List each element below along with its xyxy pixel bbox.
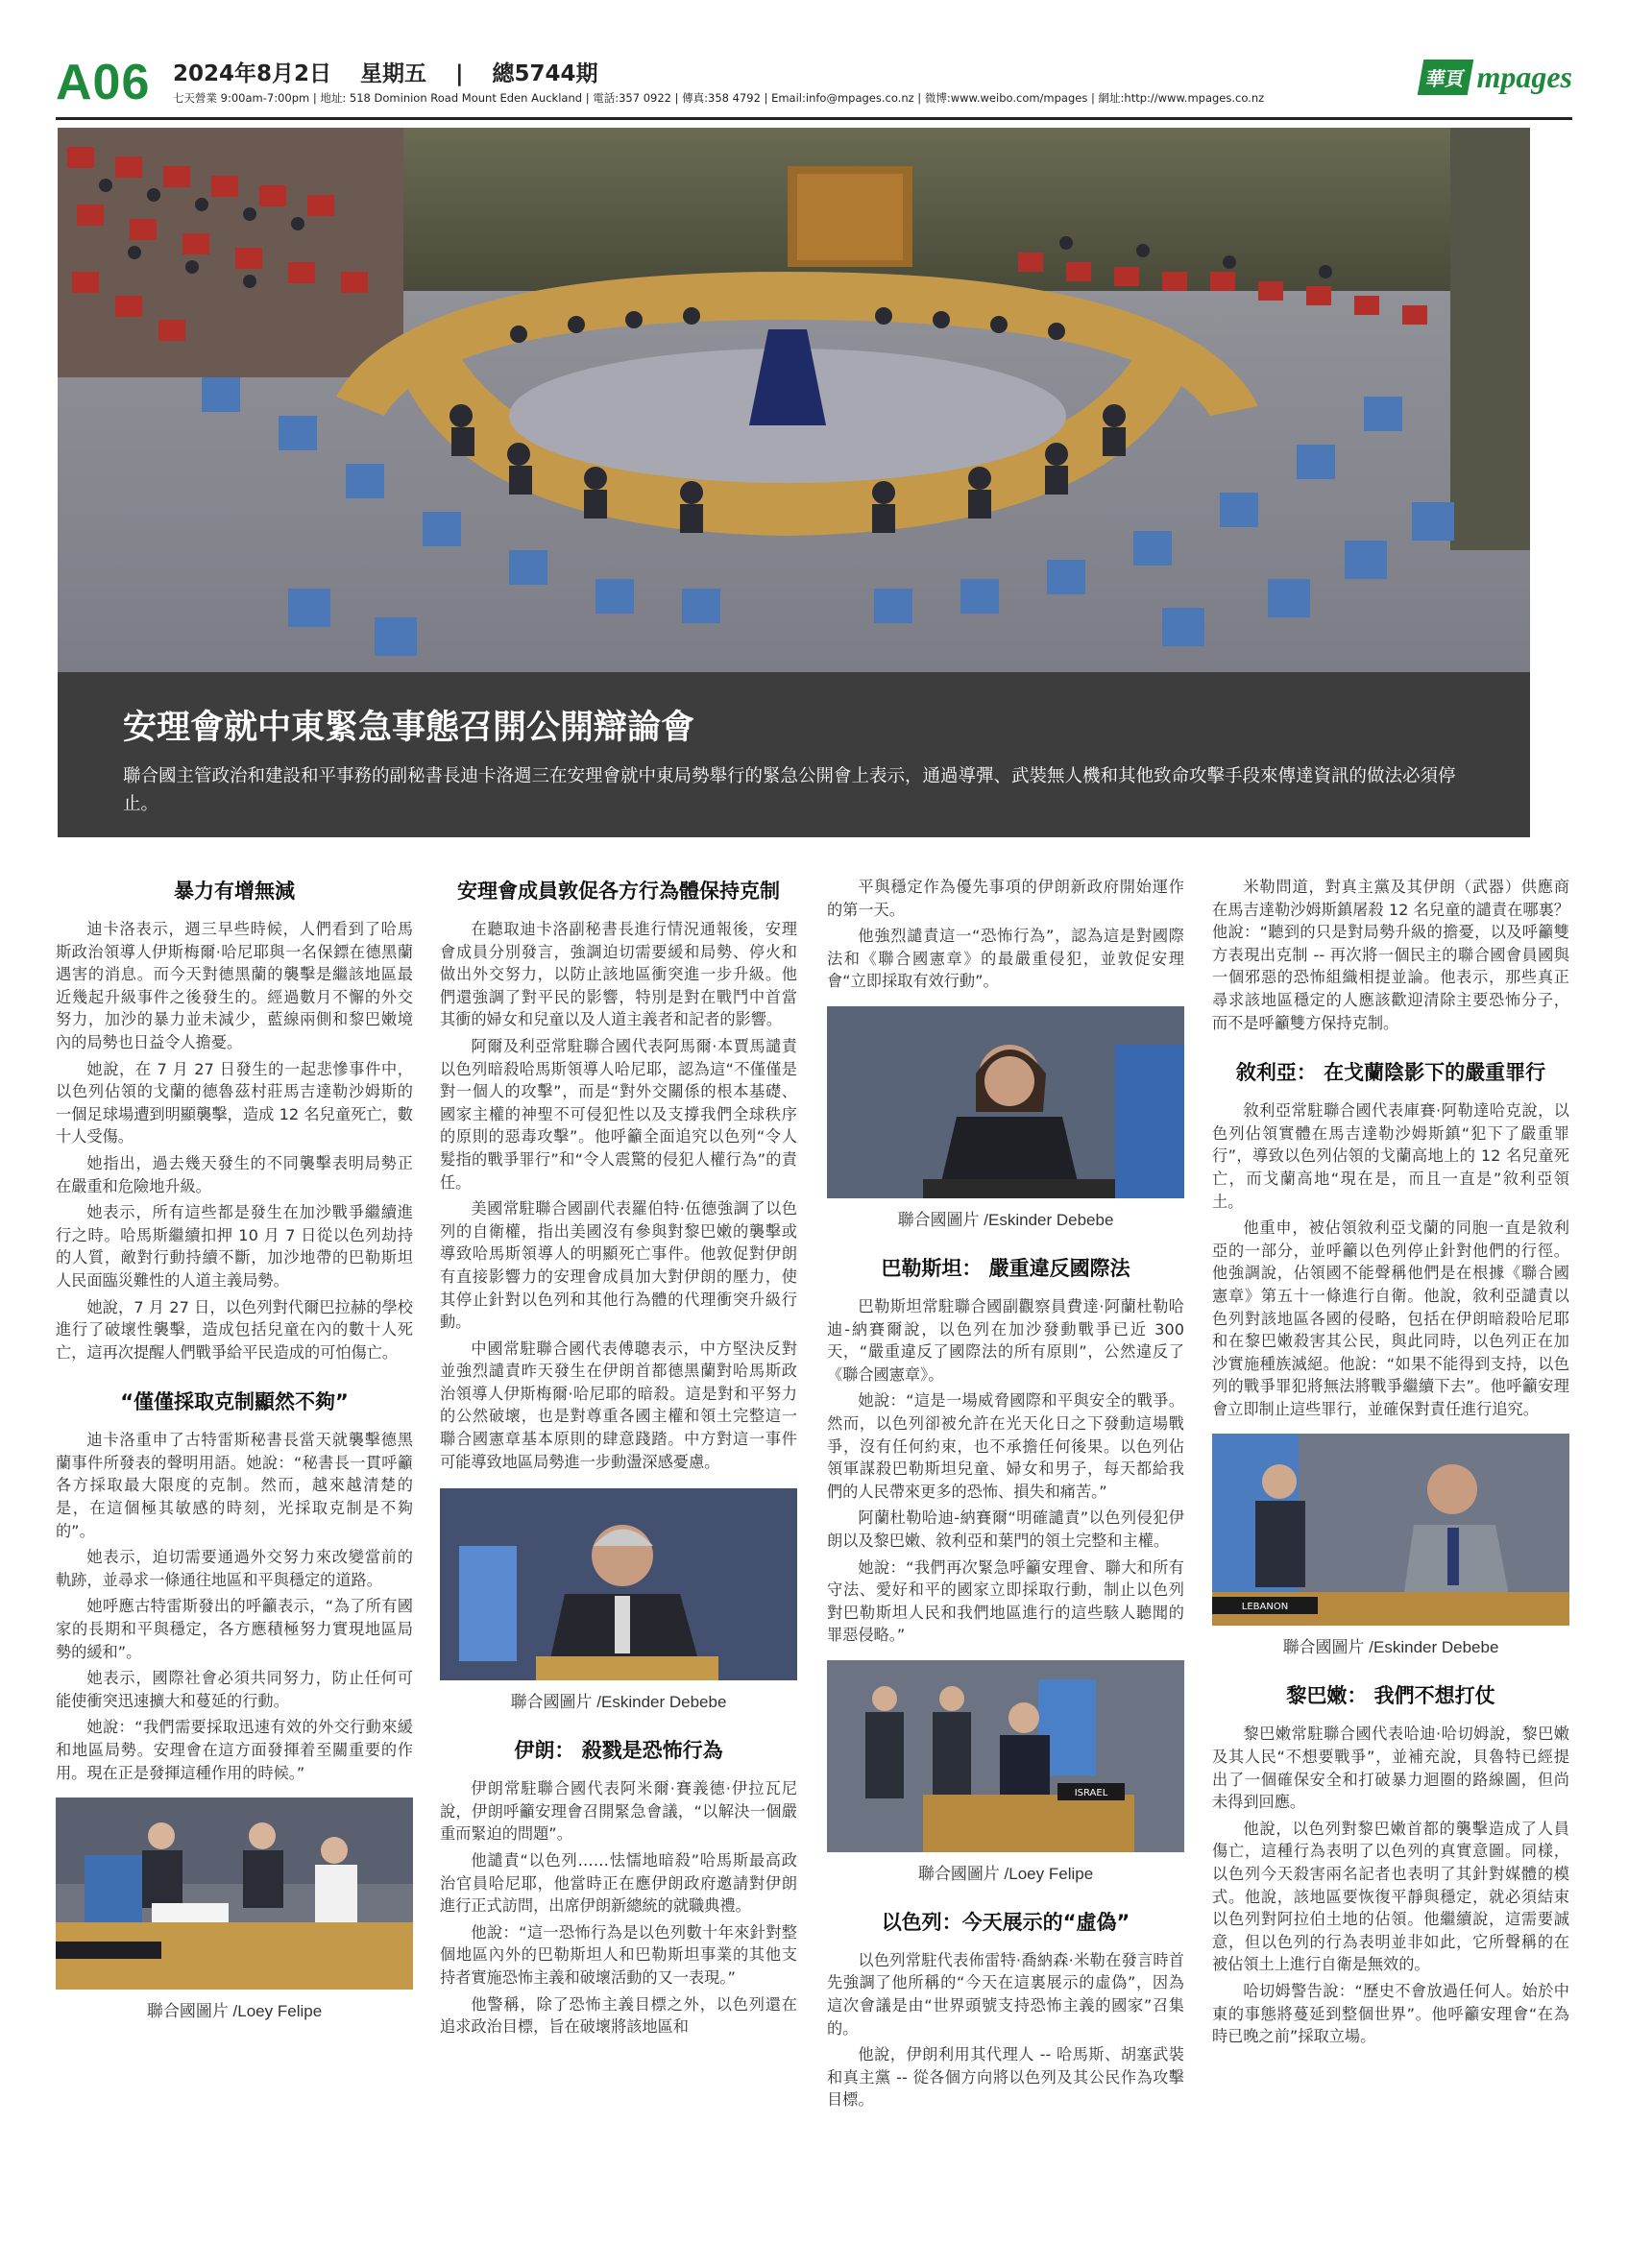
section-heading: 安理會成員敦促各方行為體保持克制 bbox=[457, 880, 780, 903]
header-rule bbox=[56, 117, 1572, 120]
paragraph: 以色列常駐代表佈雷特·喬納森·米勒在發言時首先強調了他所稱的“今天在這裏展示的虛偽”，因為這次會議是由“世界頭號支持恐怖主義的國家”召集的。 bbox=[827, 1950, 1184, 2038]
lebanon-nameplate: LEBANON bbox=[1241, 1602, 1289, 1613]
israel-nameplate: ISRAEL bbox=[1074, 1787, 1108, 1798]
issue-line bbox=[173, 56, 620, 87]
paragraph: 她說：“我們再次緊急呼籲安理會、聯大和所有守法、愛好和平的國家立即採取行動，制止以色列對巴勒斯坦人民和我們地區進行的這些駭人聽聞的罪惡侵略。” bbox=[827, 1557, 1184, 1645]
issue-separator: | bbox=[455, 61, 464, 86]
contact-info: 七天營業 9:00am-7:00pm | 地址: 518 Dominion Road Mount Eden Auckland | 電話:357 0922 | 傳真:358 4792 | Email:info@mpages.co.nz | 微博:www.weibo.com/mpages | 網址:http://www.mpages.co.nz bbox=[173, 91, 1265, 105]
paragraph: 她表示，迫切需要通過外交努力來改變當前的軌跡，並尋求一條通往地區和平與穩定的道路。 bbox=[56, 1548, 413, 1589]
photo-credit: 聯合國圖片 /Eskinder Debebe bbox=[1282, 1638, 1499, 1657]
paragraph: 她說：“我們需要採取迅速有效的外交行動來緩和地區局勢。安理會在這方面發揮着至關重要的作用。現在正是發揮這種作用的時候。” bbox=[56, 1718, 413, 1782]
paragraph: 她呼應古特雷斯發出的呼籲表示，“為了所有國家的長期和平與穩定，各方應積極努力實現地區局勢的緩和”。 bbox=[56, 1597, 413, 1661]
paragraph: 敘利亞常駐聯合國代表庫賽·阿勒達哈克說，以色列佔領實體在馬吉達勒沙姆斯鎮“犯下了嚴重罪行”，導致以色列佔領的戈蘭高地上的 12 名兒童死亡，而戈蘭高地“現在是，而且一直是”敘利亞領土。 bbox=[1212, 1101, 1569, 1211]
paragraph: 他說，以色列對黎巴嫩首都的襲擊造成了人員傷亡，這種行為表明了以色列的真實意圖。同樣，以色列今天殺害兩名記者也表明了其針對媒體的模式。他說，該地區要恢復平靜與穩定，就必須結束以色列對阿拉伯土地的佔領。他繼續說，這需要誠意，但以色列的行為表明並非如此，它所聲稱的在被佔領土上進行自衛是無效的。 bbox=[1212, 1819, 1569, 1974]
paragraph: 迪卡洛重申了古特雷斯秘書長當天就襲擊德黑蘭事件所發表的聲明用語。她說：“秘書長一貫呼籲各方採取最大限度的克制。然而，越來越清楚的是，在這個極其敏感的時刻，光採取克制是不夠的”。 bbox=[56, 1431, 413, 1540]
column-1 bbox=[56, 876, 413, 2040]
column-3 bbox=[827, 876, 1184, 2115]
section-heading: 以色列：今天展示的“虛偽” bbox=[881, 1910, 1130, 1934]
issue-weekday: 星期五 bbox=[360, 61, 427, 86]
paragraph: 伊朗常駐聯合國代表阿米爾·賽義德·伊拉瓦尼說，伊朗呼籲安理會召開緊急會議，“以解決一個嚴重而緊迫的問題”。 bbox=[440, 1779, 797, 1844]
photo-credit: 聯合國圖片 /Eskinder Debebe bbox=[897, 1210, 1114, 1229]
section-heading: 暴力有增無減 bbox=[174, 880, 295, 903]
logo-mark: 華頁 bbox=[1418, 60, 1474, 95]
mpages-logo bbox=[1421, 60, 1572, 95]
paragraph: 她指出，過去幾天發生的不同襲擊表明局勢正在嚴重和危險地升級。 bbox=[56, 1153, 413, 1195]
paragraph: 阿爾及利亞常駐聯合國代表阿馬爾·本賈馬譴責以色列暗殺哈馬斯領導人哈尼耶，認為這“不僅僅是對一個人的攻擊”，而是“對外交關係的根本基礎、國家主權的神聖不可侵犯性以及支撐我們全球秩序的原則的惡毒攻擊”。他呼籲全面追究以色列“令人髮指的戰爭罪行”和“令人震驚的侵犯人權行為”的責任。 bbox=[440, 1036, 797, 1192]
issue-date: 2024年8月2日 bbox=[173, 61, 332, 86]
photo-credit: 聯合國圖片 /Loey Felipe bbox=[917, 1864, 1094, 1883]
issue-number: 總5744期 bbox=[492, 61, 598, 86]
paragraph: 美國常駐聯合國副代表羅伯特·伍德強調了以色列的自衛權，指出美國沒有參與對黎巴嫩的襲擊或導致哈馬斯領導人的明顯死亡事件。他敦促對伊朗有直接影響力的安理會成員加大對伊朗的壓力，使其停止針對以色列和其他行為體的代理衝突升級行動。 bbox=[440, 1199, 797, 1332]
photo-credit: 聯合國圖片 /Loey Felipe bbox=[146, 2002, 323, 2021]
section-heading: 敘利亞： 在戈蘭陰影下的嚴重罪行 bbox=[1235, 1061, 1546, 1085]
section-heading: 巴勒斯坦： 嚴重違反國際法 bbox=[881, 1256, 1130, 1280]
headline-summary: 聯合國主管政治和建設和平事務的副秘書長迪卡洛週三在安理會就中東局勢舉行的緊急公開會上表示，通過導彈、武裝無人機和其他致命攻擊手段來傳達資訊的做法必須停止。 bbox=[123, 766, 1456, 814]
paragraph: 平與穩定作為優先事項的伊朗新政府開始運作的第一天。 bbox=[827, 878, 1184, 919]
logo-text: mpages bbox=[1476, 60, 1572, 94]
paragraph: 她表示，所有這些都是發生在加沙戰爭繼續進行之時。哈馬斯繼續扣押 10 月 7 日從以色列劫持的人質，敵對行動持續不斷，加沙地帶的巴勒斯坦人民面臨災難性的人道主義局勢。 bbox=[56, 1203, 413, 1290]
photo-israel-delegation bbox=[827, 1660, 1184, 1852]
hero-caption-box bbox=[58, 672, 1530, 837]
paragraph: 米勒問道，對真主黨及其伊朗（武器）供應商在馬吉達勒沙姆斯鎮屠殺 12 名兒童的譴責在哪裏？他說：“聽到的只是對局勢升級的擔憂，以及呼籲雙方表現出克制 -- 再次將一個民主的聯合國會員國與一個邪惡的恐怖組織相提並論。他表示，那些真正尋求該地區穩定的人應該歡迎清除主要恐怖分子，而不是呼籲雙方保持克制。 bbox=[1212, 878, 1569, 1032]
paragraph: 巴勒斯坦常駐聯合國副觀察員費達·阿蘭杜勒哈迪-納賽爾說，以色列在加沙發動戰爭已近 300 天，“嚴重違反了國際法的所有原則”，公然違反了《聯合國憲章》。 bbox=[827, 1296, 1184, 1384]
photo-credit: 聯合國圖片 /Eskinder Debebe bbox=[510, 1693, 727, 1712]
headline: 安理會就中東緊急事態召開公開辯論會 bbox=[123, 709, 695, 747]
paragraph: 他說，伊朗利用其代理人 -- 哈馬斯、胡塞武裝和真主黨 -- 從各個方向將以色列及其公民作為攻擊目標。 bbox=[827, 2045, 1184, 2110]
photo-lebanon-representative bbox=[1212, 1434, 1569, 1626]
paragraph: 她說，7 月 27 日，以色列對代爾巴拉赫的學校進行了破壞性襲擊，造成包括兒童在內的數十人死亡，這再次提醒人們戰爭給平民造成的可怕傷亡。 bbox=[56, 1297, 413, 1362]
hero-photo bbox=[58, 128, 1530, 672]
paragraph: 阿蘭杜勒哈迪-納賽爾“明確譴責”以色列侵犯伊朗以及黎巴嫩、敘利亞和葉門的領土完整和主權。 bbox=[827, 1508, 1184, 1550]
paragraph: 他強烈譴責這一“恐怖行為”，認為這是對國際法和《聯合國憲章》的最嚴重侵犯，並敦促安理會“立即採取有效行動”。 bbox=[827, 927, 1184, 991]
photo-president-desk bbox=[56, 1798, 413, 1990]
paragraph: 她表示，國際社會必須共同努力，防止任何可能使衝突迅速擴大和蔓延的行動。 bbox=[56, 1669, 413, 1710]
section-heading: “僅僅採取克制顯然不夠” bbox=[120, 1390, 349, 1414]
paragraph: 哈切姆警告說：“歷史不會放過任何人。始於中東的事態將蔓延到整個世界”。他呼籲安理會“在為時已晚之前”採取立場。 bbox=[1212, 1982, 1569, 2046]
paragraph: 他譴責“以色列……怯懦地暗殺”哈馬斯最高政治官員哈尼耶，他當時正在應伊朗政府邀請對伊朗進行正式訪問，出席伊朗新總統的就職典禮。 bbox=[440, 1851, 797, 1916]
section-heading: 黎巴嫩： 我們不想打仗 bbox=[1286, 1684, 1495, 1708]
section-heading: 伊朗： 殺戮是恐怖行為 bbox=[514, 1739, 723, 1763]
column-4 bbox=[1212, 876, 1569, 2052]
paragraph: 在聽取迪卡洛副秘書長進行情況通報後，安理會成員分別發言，強調迫切需要緩和局勢、停火和做出外交努力，以防止該地區衝突進一步升級。他們還強調了對平民的影響，特別是對在戰鬥中首當其衝的婦女和兒童以及人道主義者和記者的影響。 bbox=[440, 920, 797, 1029]
column-2 bbox=[440, 876, 797, 2042]
photo-palestine-observer bbox=[827, 1006, 1184, 1198]
paragraph: 中國常駐聯合國代表傅聰表示，中方堅決反對並強烈譴責昨天發生在伊朗首都德黑蘭對哈馬斯政治領導人伊斯梅爾·哈尼耶的暗殺。這是對和平努力的公然破壞，也是對尊重各國主權和領土完整這一聯合國憲章基本原則的肆意踐踏。中方對這一事件可能導致地區局勢進一步動盪深感憂慮。 bbox=[440, 1339, 797, 1471]
photo-iran-representative bbox=[440, 1488, 797, 1680]
paragraph: 迪卡洛表示，週三早些時候，人們看到了哈馬斯政治領導人伊斯梅爾·哈尼耶與一名保鏢在德黑蘭遇害的消息。而今天對德黑蘭的襲擊是繼該地區最近幾起升級事件之後發生的。經過數月不懈的外交努力，加沙的暴力並未減少，藍線兩側和黎巴嫩境內的局勢也日益令人擔憂。 bbox=[56, 920, 413, 1051]
paragraph: 黎巴嫩常駐聯合國代表哈迪·哈切姆說，黎巴嫩及其人民“不想要戰爭”，並補充說，貝魯特已經提出了一個確保安全和打破暴力迴圈的路線圖，但尚未得到回應。 bbox=[1212, 1725, 1569, 1812]
paragraph: 他說：“這一恐怖行為是以色列數十年來針對整個地區內外的巴勒斯坦人和巴勒斯坦事業的其他支持者實施恐怖主義和破壞活動的又一表現。” bbox=[440, 1922, 797, 1987]
paragraph: 她說，在 7 月 27 日發生的一起悲慘事件中，以色列佔領的戈蘭的德魯茲村莊馬吉達勒沙姆斯的一個足球場遭到明顯襲擊，造成 12 名兒童死亡，數十人受傷。 bbox=[56, 1059, 413, 1146]
paragraph: 他警稱，除了恐怖主義目標之外，以色列還在追求政治目標，旨在破壞將該地區和 bbox=[440, 1994, 797, 2037]
paragraph: 他重申，被佔領敘利亞戈蘭的同胞一直是敘利亞的一部分，並呼籲以色列停止針對他們的行徑。他強調說，佔領國不能聲稱他們是在根據《聯合國憲章》第五十一條進行自衛。他說，敘利亞譴責以色列對該地區各國的侵略，包括在伊朗暗殺哈尼耶和在黎巴嫩殺害其公民，與此同時，以色列正在加沙實施種族滅絕。他說：“如果不能得到支持，以色列的戰爭罪犯將無法將戰爭繼續下去”。他呼籲安理會立即制止這些罪行，並確保對責任進行追究。 bbox=[1212, 1218, 1569, 1418]
page-number: A06 bbox=[56, 55, 151, 110]
paragraph: 她說：“這是一場威脅國際和平與安全的戰爭。然而，以色列卻被允許在光天化日之下發動這場戰爭，沒有任何約束，也不承擔任何後果。以色列佔領軍謀殺巴勒斯坦兒童、婦女和男子，每天都給我們的人民帶來更多的恐怖、損失和痛苦。” bbox=[827, 1391, 1184, 1501]
